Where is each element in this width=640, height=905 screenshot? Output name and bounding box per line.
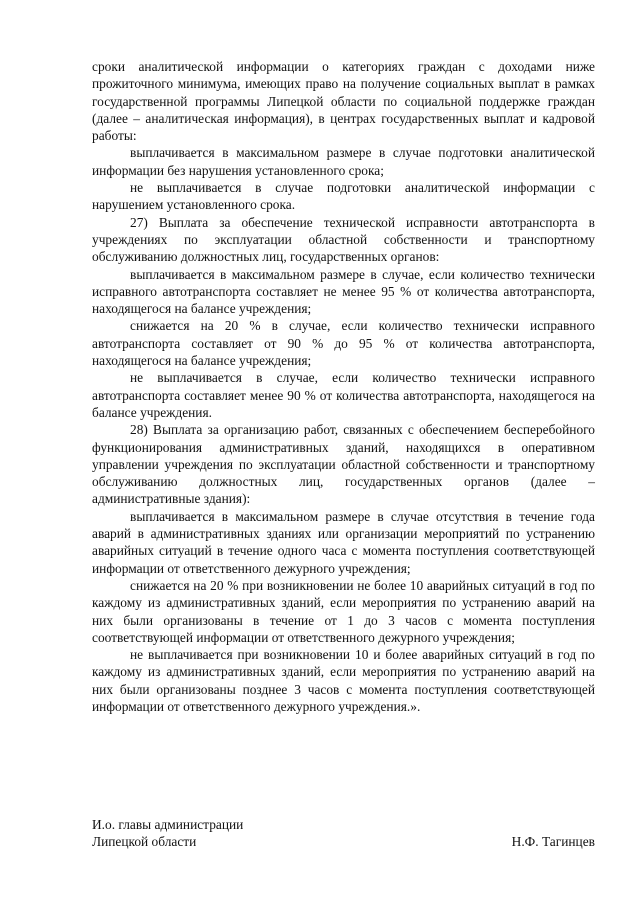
paragraph: не выплачивается в случае подготовки аналитической информации с нарушением установленного срока.	[92, 180, 595, 213]
paragraph: выплачивается в максимальном размере в случае отсутствия в течение года аварий в административных зданиях или организации мероприятий по устранению аварийных ситуаций в течение одного часа с момента поступления соответствующей информации от ответственного дежурного учреждения;	[92, 508, 595, 576]
paragraph: не выплачивается при возникновении 10 и более аварийных ситуаций в год по каждому из административных зданий, если мероприятия по устранению аварий на них были организованы позднее 3 часов с момента поступления соответствующей информации от ответственного дежурного учреждения.».	[92, 647, 595, 714]
paragraph: снижается на 20 % в случае, если количество технически исправного автотранспорта составляет от 90 % до 95 % от количества автотранспорта, находящегося на балансе учреждения;	[92, 318, 595, 369]
signatory-name: Н.Ф. Тагинцев	[511, 834, 595, 850]
signatory-position-line2: Липецкой области	[92, 834, 197, 850]
signature-row	[92, 833, 595, 850]
signatory-position-line1: И.о. главы администрации	[92, 817, 244, 832]
paragraph: выплачивается в максимальном размере в случае, если количество технически исправного автотранспорта составляет не менее 95 % от количества автотранспорта, находящегося на балансе учреждения;	[92, 266, 595, 317]
paragraph: выплачивается в максимальном размере в случае подготовки аналитической информации без нарушения установленного срока;	[92, 145, 595, 178]
document-body	[92, 58, 595, 715]
signature-block	[92, 816, 595, 851]
paragraph-continuation: сроки аналитической информации о категориях граждан с доходами ниже прожиточного минимума, имеющих право на получение социальных выплат в рамках государственной программы Липецкой области по социальной поддержке граждан (далее – аналитическая информация), в центрах государственных выплат и кадровой работы:	[92, 59, 595, 144]
paragraph: снижается на 20 % при возникновении не более 10 аварийных ситуаций в год по каждому из административных зданий, если мероприятия по устранению аварий на них были организованы в течение от 1 до 3 часов с момента поступления соответствующей информации от ответственного дежурного учреждения;	[92, 577, 595, 645]
paragraph-item-27: 27) Выплата за обеспечение технической исправности автотранспорта в учреждениях по эксплуатации областной собственности и транспортному обслуживанию должностных лиц, государственных органов:	[92, 214, 595, 265]
paragraph-item-28: 28) Выплата за организацию работ, связанных с обеспечением бесперебойного функционирования административных зданий, находящихся в оперативном управлении учреждения по эксплуатации областной собственности и транспортному обслуживанию должностных лиц, государственных органов (далее – административные здания):	[92, 422, 595, 507]
paragraph: не выплачивается в случае, если количество технически исправного автотранспорта составляет менее 90 % от количества автотранспорта, находящегося на балансе учреждения.	[92, 370, 595, 420]
